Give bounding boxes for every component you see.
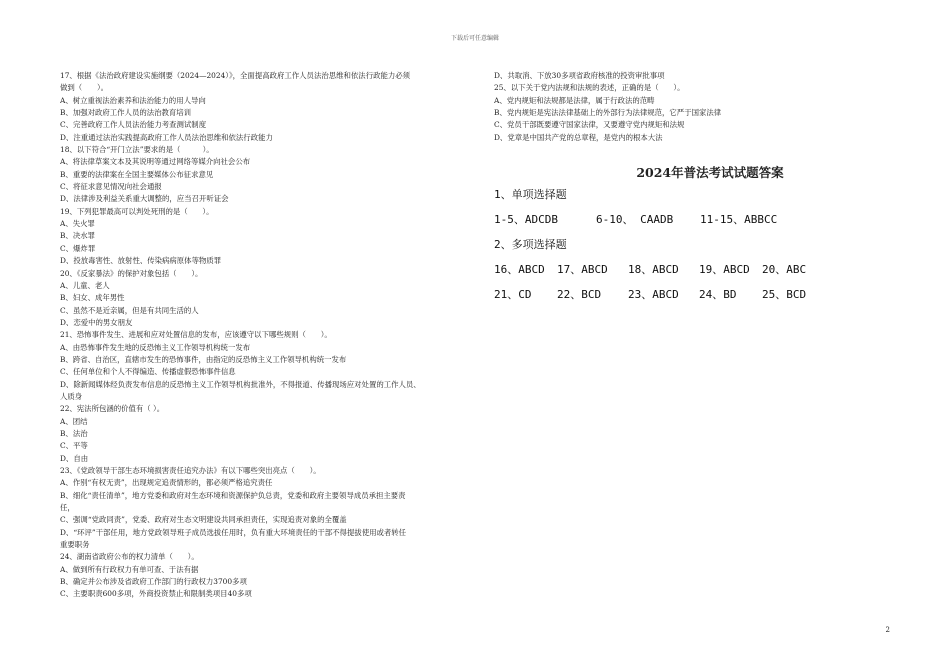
text-line: B、重要的法律案在全国主要媒体公布征求意见: [60, 169, 214, 179]
text-line: A、将法律草案文本及其说明等通过网络等媒介向社会公布: [60, 157, 251, 167]
text-line: 人质身: [60, 391, 83, 401]
multi-answer: 20、ABC: [762, 263, 807, 276]
text-line: C、主要职责600多项，外商投资禁止和限制类项目40多项: [60, 589, 252, 599]
text-line: 任，: [60, 503, 75, 513]
text-line: D、自由: [60, 453, 89, 463]
text-line: B、跨省、自治区，直辖市发生的恐怖事件，由指定的反恐怖主义工作领导机构统一发布: [60, 354, 347, 364]
text-line: 25、以下关于党内法规和法规的表述，正确的是（ ）。: [494, 83, 685, 93]
text-line: 17、根据《法治政府建设实施纲要（2024—2024）》，全面提高政府工作人员法治思维和依法行政能力必须: [60, 71, 411, 80]
text-line: A、党内规矩和法规都是法律，属于行政法的范畴: [494, 95, 655, 105]
text-line: 18、以下符合“开门立法”要求的是（ ）。: [60, 145, 214, 155]
multi-answer: 25、BCD: [762, 288, 807, 301]
text-line: 22、宪法所包涵的价值有（ ）。: [60, 404, 165, 414]
text-line: B、决水罪: [60, 231, 95, 241]
single-answer-group: 11-15、ABBCC: [700, 213, 778, 226]
multi-answer: 19、ABCD: [699, 263, 750, 276]
text-line: 24、湖南省政府公布的权力清单（ ）。: [60, 552, 199, 562]
multi-answer: 22、BCD: [557, 288, 602, 301]
text-line: C、完善政府工作人员法治能力考查测试制度: [60, 120, 207, 130]
text-line: 21、恐怖事件发生、进展和应对处置信息的发布，应该遵守以下哪些规则（ ）。: [60, 330, 332, 340]
text-line: B、党内规矩是宪法法律基础上的外部行为法律规范，它严于国家法律: [494, 108, 722, 118]
text-line: D、投放毒害性、放射性、传染病病原体等物质罪: [60, 256, 222, 266]
left-column-questions: [60, 70, 470, 601]
text-line: 20、《反家暴法》的保护对象包括（ ）。: [60, 268, 203, 278]
text-line: A、做到所有行政权力有单可查、于法有据: [60, 564, 199, 574]
multi-answer: 24、BD: [699, 288, 737, 301]
text-line: A、团结: [60, 416, 88, 426]
text-line: D、党章是中国共产党的总章程，是党内的根本大法: [494, 132, 663, 142]
text-line: B、确定并公布涉及省政府工作部门的行政权力3700多项: [60, 577, 247, 587]
text-line: C、平等: [60, 441, 88, 451]
page-header: 下载后可任意编辑: [450, 35, 499, 42]
text-line: 19、下列犯罪最高可以判处死刑的是（ ）。: [60, 206, 214, 216]
single-answer-group: 1-5、ADCDB: [494, 213, 558, 226]
text-line: B、细化“责任清单”，地方党委和政府对生态环境和资源保护负总责，党委和政府主要领导成员承担主要责: [60, 490, 406, 500]
multi-choice-heading-row: [494, 236, 914, 261]
multi-answer: 23、ABCD: [628, 288, 679, 301]
text-line: B、法治: [60, 428, 88, 438]
multi-choice-answers-row: [494, 261, 914, 286]
text-line: 23、《党政领导干部生态环境损害责任追究办法》有以下哪些突出亮点（ ）。: [60, 466, 321, 475]
text-line: D、注重通过法治实践提高政府工作人员法治思维和依法行政能力: [60, 132, 273, 142]
multi-choice-heading: 2、多项选择题: [494, 238, 567, 251]
right-column-questions: [494, 70, 904, 144]
text-line: A、树立重视法治素养和法治能力的用人导向: [60, 95, 206, 105]
single-choice-heading-row: [494, 186, 914, 211]
text-line: C、党员干部既要遵守国家法律，又要遵守党内规矩和法规: [494, 120, 685, 130]
text-line: 做到（ ）。: [60, 83, 109, 93]
text-line: D、除新闻媒体经负责发布信息的反恐怖主义工作领导机构批准外，不得报道、传播现场应对处置的工作人员、: [60, 379, 421, 389]
text-line: C、爆炸罪: [60, 243, 96, 253]
single-choice-answers-row: [494, 211, 914, 236]
text-line: D、法律涉及利益关系重大调整的，应当召开听证会: [60, 194, 229, 204]
text-line: C、任何单位和个人不得编造、传播虚假恐怖事件信息: [60, 367, 236, 377]
text-line: A、作别“有权无责”，出现规定追责情形的，都必须严格追究责任: [60, 478, 273, 488]
text-line: C、虽然不是近亲属，但是有共同生活的人: [60, 305, 199, 315]
text-line: A、失火罪: [60, 219, 95, 229]
text-line: 重要职务: [60, 540, 90, 550]
text-line: D、共取消、下放30多项省政府核准的投资审批事项: [494, 71, 665, 80]
text-line: D、“环评”干部任用，地方党政领导班子成员选拔任用时，负有重大环境责任的干部不得提拔使用或者转任: [60, 527, 407, 537]
multi-answer: 17、ABCD: [557, 263, 608, 276]
page-number: 2: [885, 626, 890, 634]
multi-answer: 18、ABCD: [628, 263, 679, 276]
answer-key-title: 2024年普法考试试题答案: [636, 165, 784, 180]
text-line: B、妇女、成年男性: [60, 293, 125, 303]
text-line: C、强调“党政同责”，党委、政府对生态文明建设共同承担责任，实现追责对象的全覆盖: [60, 515, 347, 525]
text-line: B、加强对政府工作人员的法治教育培训: [60, 108, 192, 118]
single-answer-group: 6-10、 CAADB: [596, 213, 674, 226]
text-line: C、将征求意见情况向社会通报: [60, 182, 162, 192]
multi-answer: 16、ABCD: [494, 263, 545, 276]
text-line: A、由恐怖事件发生地的反恐怖主义工作领导机构统一发布: [60, 342, 251, 352]
text-line: A、儿童、老人: [60, 280, 110, 290]
single-choice-heading: 1、单项选择题: [494, 188, 567, 201]
multi-answer: 21、CD: [494, 288, 532, 301]
answer-key: [494, 186, 914, 311]
text-line: D、恋爱中的男女朋友: [60, 317, 133, 327]
multi-choice-answers-row: [494, 286, 914, 311]
